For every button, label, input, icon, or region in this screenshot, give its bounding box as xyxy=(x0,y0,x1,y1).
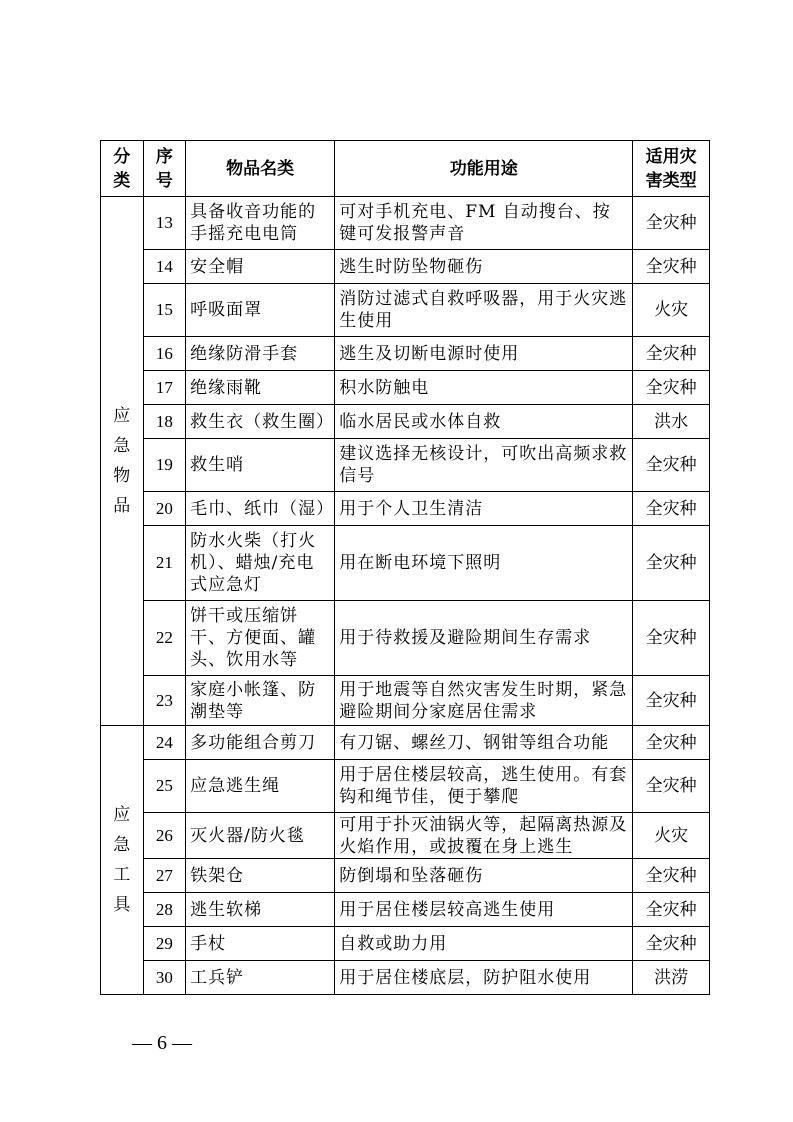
name-cell: 铁架仓 xyxy=(186,859,335,893)
number-cell: 15 xyxy=(143,284,186,337)
number-cell: 16 xyxy=(143,337,186,371)
page-number: — 6 — xyxy=(132,1032,192,1054)
number-cell: 28 xyxy=(143,893,186,927)
name-cell: 救生衣（救生圈） xyxy=(186,405,335,439)
name-cell: 家庭小帐篷、防潮垫等 xyxy=(186,676,335,726)
name-cell: 救生哨 xyxy=(186,439,335,492)
table-row xyxy=(101,439,710,492)
use-cell: 自救或助力用 xyxy=(335,927,633,961)
use-cell: 防倒塌和坠落砸伤 xyxy=(335,859,633,893)
table-row xyxy=(101,760,710,813)
number-cell: 29 xyxy=(143,927,186,961)
use-cell: 可对手机充电、FM 自动搜台、按键可发报警声音 xyxy=(335,197,633,250)
table-row xyxy=(101,250,710,284)
use-cell: 有刀锯、螺丝刀、钢钳等组合功能 xyxy=(335,726,633,760)
header-category: 分类 xyxy=(101,141,144,197)
type-cell: 火灾 xyxy=(633,284,710,337)
number-cell: 18 xyxy=(143,405,186,439)
name-cell: 工兵铲 xyxy=(186,961,335,995)
header-type: 适用灾害类型 xyxy=(633,141,710,197)
category-label: 应急工具 xyxy=(113,805,131,915)
table-row xyxy=(101,371,710,405)
name-cell: 安全帽 xyxy=(186,250,335,284)
number-cell: 17 xyxy=(143,371,186,405)
type-cell: 全灾种 xyxy=(633,859,710,893)
name-cell: 毛巾、纸巾（湿） xyxy=(186,492,335,526)
type-cell: 洪涝 xyxy=(633,961,710,995)
header-name: 物品名类 xyxy=(186,141,335,197)
name-cell: 应急逃生绳 xyxy=(186,760,335,813)
number-cell: 30 xyxy=(143,961,186,995)
use-cell: 逃生时防坠物砸伤 xyxy=(335,250,633,284)
use-cell: 用于居住楼层较高逃生使用 xyxy=(335,893,633,927)
category-cell xyxy=(101,726,144,995)
type-cell: 全灾种 xyxy=(633,337,710,371)
table-header-row xyxy=(101,141,710,197)
type-cell: 全灾种 xyxy=(633,526,710,601)
type-cell: 火灾 xyxy=(633,813,710,859)
type-cell: 洪水 xyxy=(633,405,710,439)
supplies-table xyxy=(100,140,710,995)
number-cell: 20 xyxy=(143,492,186,526)
header-use: 功能用途 xyxy=(335,141,633,197)
type-cell: 全灾种 xyxy=(633,250,710,284)
name-cell: 灭火器/防火毯 xyxy=(186,813,335,859)
table-row xyxy=(101,676,710,726)
table-row xyxy=(101,526,710,601)
type-cell: 全灾种 xyxy=(633,371,710,405)
table-row xyxy=(101,726,710,760)
name-cell: 饼干或压缩饼干、方便面、罐头、饮用水等 xyxy=(186,601,335,676)
name-cell: 逃生软梯 xyxy=(186,893,335,927)
use-cell: 可用于扑灭油锅火等，起隔离热源及火焰作用，或披覆在身上逃生 xyxy=(335,813,633,859)
number-cell: 26 xyxy=(143,813,186,859)
table-row xyxy=(101,859,710,893)
table-row xyxy=(101,813,710,859)
type-cell: 全灾种 xyxy=(633,927,710,961)
table-row xyxy=(101,961,710,995)
number-cell: 27 xyxy=(143,859,186,893)
use-cell: 积水防触电 xyxy=(335,371,633,405)
number-cell: 22 xyxy=(143,601,186,676)
number-cell: 25 xyxy=(143,760,186,813)
number-cell: 14 xyxy=(143,250,186,284)
category-label: 应急物品 xyxy=(113,406,131,516)
name-cell: 防水火柴（打火机）、蜡烛/充电式应急灯 xyxy=(186,526,335,601)
table-row xyxy=(101,893,710,927)
type-cell: 全灾种 xyxy=(633,601,710,676)
type-cell: 全灾种 xyxy=(633,197,710,250)
use-cell: 用于个人卫生清洁 xyxy=(335,492,633,526)
category-cell xyxy=(101,197,144,726)
name-cell: 呼吸面罩 xyxy=(186,284,335,337)
use-cell: 用于居住楼底层，防护阻水使用 xyxy=(335,961,633,995)
use-cell: 消防过滤式自救呼吸器，用于火灾逃生使用 xyxy=(335,284,633,337)
name-cell: 手杖 xyxy=(186,927,335,961)
use-cell: 临水居民或水体自救 xyxy=(335,405,633,439)
type-cell: 全灾种 xyxy=(633,676,710,726)
table-row xyxy=(101,284,710,337)
number-cell: 13 xyxy=(143,197,186,250)
table-body xyxy=(101,197,710,995)
name-cell: 具备收音功能的手摇充电电筒 xyxy=(186,197,335,250)
type-cell: 全灾种 xyxy=(633,893,710,927)
table-row xyxy=(101,927,710,961)
number-cell: 24 xyxy=(143,726,186,760)
type-cell: 全灾种 xyxy=(633,439,710,492)
table-row xyxy=(101,197,710,250)
number-cell: 21 xyxy=(143,526,186,601)
table-row xyxy=(101,405,710,439)
table-row xyxy=(101,601,710,676)
type-cell: 全灾种 xyxy=(633,760,710,813)
use-cell: 用在断电环境下照明 xyxy=(335,526,633,601)
use-cell: 用于居住楼层较高，逃生使用。有套钩和绳节佳，便于攀爬 xyxy=(335,760,633,813)
header-number: 序号 xyxy=(143,141,186,197)
number-cell: 19 xyxy=(143,439,186,492)
table-row xyxy=(101,492,710,526)
number-cell: 23 xyxy=(143,676,186,726)
name-cell: 绝缘防滑手套 xyxy=(186,337,335,371)
use-cell: 逃生及切断电源时使用 xyxy=(335,337,633,371)
name-cell: 绝缘雨靴 xyxy=(186,371,335,405)
use-cell: 用于待救援及避险期间生存需求 xyxy=(335,601,633,676)
table-row xyxy=(101,337,710,371)
use-cell: 建议选择无核设计，可吹出高频求救信号 xyxy=(335,439,633,492)
name-cell: 多功能组合剪刀 xyxy=(186,726,335,760)
use-cell: 用于地震等自然灾害发生时期，紧急避险期间分家庭居住需求 xyxy=(335,676,633,726)
type-cell: 全灾种 xyxy=(633,492,710,526)
type-cell: 全灾种 xyxy=(633,726,710,760)
